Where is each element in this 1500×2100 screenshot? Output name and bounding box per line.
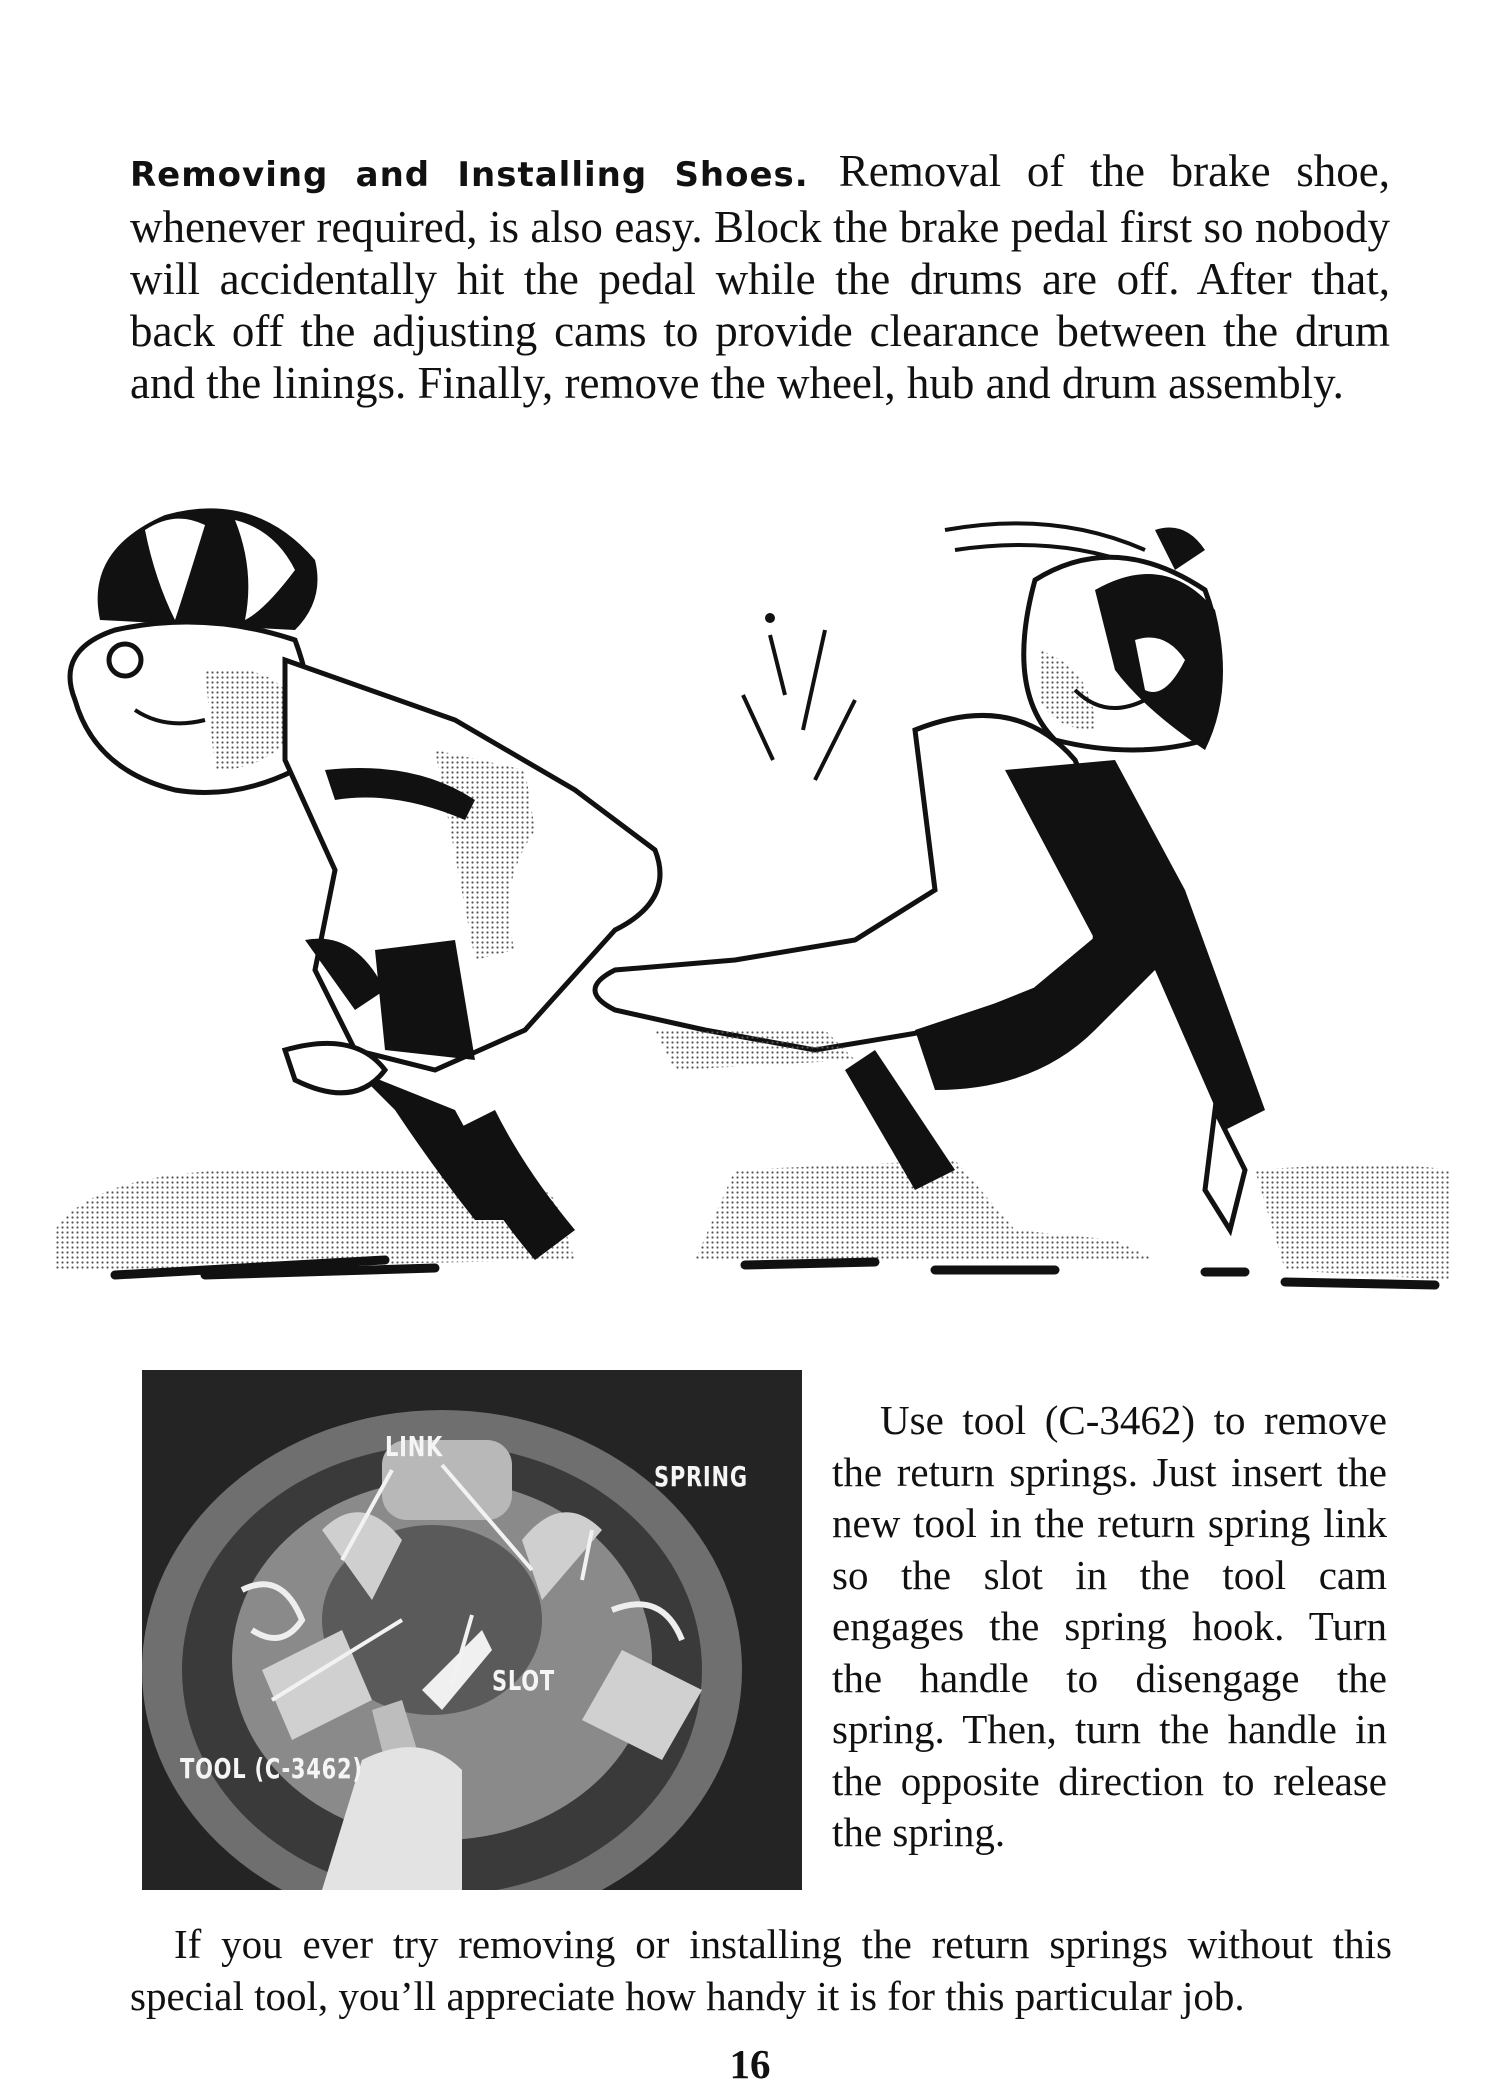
tool-instructions: Use tool (C-3462) to remove the return springs. Just insert the new tool in the return spring link so the slot in the tool cam engages the spring hook. Turn the handle to disengage the spring. Then, turn the handle in the opposite direction to release the spring. [832,1397,1387,1855]
slot-label: SLOT [492,1664,555,1697]
section-heading: Removing and Installing Shoes. [130,155,809,195]
spring-label: SPRING [654,1460,748,1493]
brake-assembly-photo [142,1370,802,1890]
link-label: LINK [385,1430,444,1463]
intro-paragraph [130,145,1390,409]
page-number: 16 [729,2041,771,2087]
cartoon-illustration [55,470,1450,1320]
intro-text: Removal of the brake shoe, whenever required, is also easy. Block the brake pedal first so nobody will accidentally hit the pedal while the drums are off. After that, back off the adjusting cams to provide clearance between the drum and the linings. Finally, remove the wheel, hub and drum assembly. [130,146,1390,408]
tool-label: TOOL (C-3462) [180,1752,363,1785]
closing-paragraph: If you ever try removing or installing the return springs without this special tool, you’ll appreciate how handy it is for this particular job. [130,1921,1392,2019]
